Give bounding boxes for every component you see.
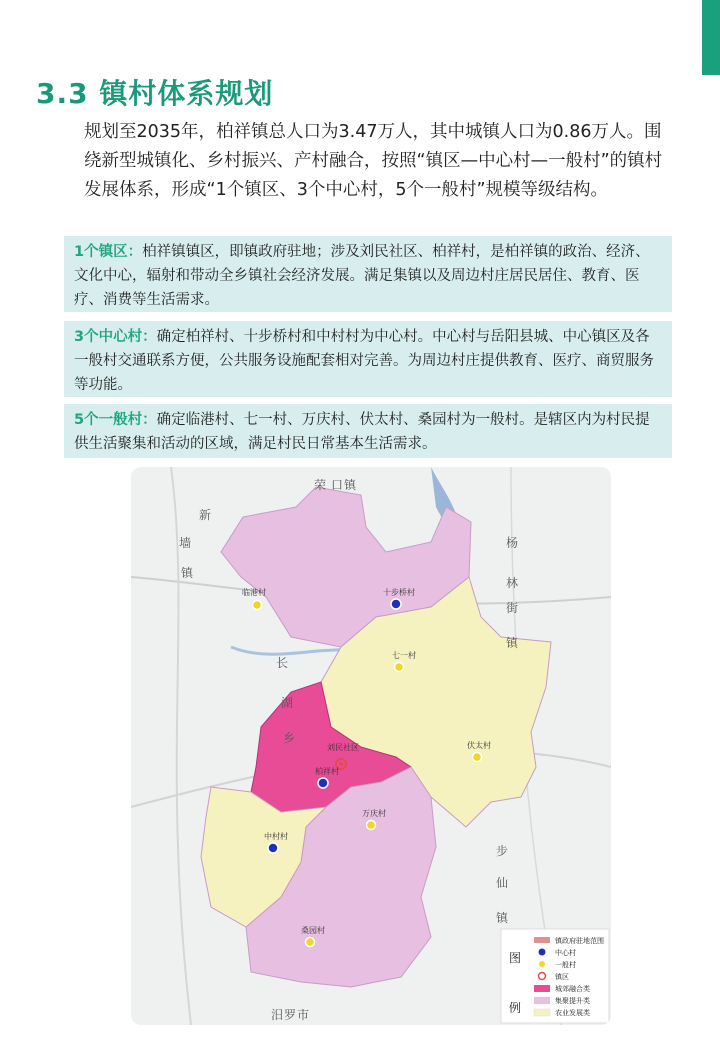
legend-label: 城郊融合类 <box>555 985 590 993</box>
box-lead: 1个镇区： <box>74 244 143 260</box>
central-village-marker <box>318 778 328 788</box>
legend-swatch <box>534 985 550 992</box>
place-label: 镇 <box>344 478 357 492</box>
place-label: 荣 <box>314 478 327 492</box>
legend-label: 镇区 <box>555 973 569 981</box>
legend-title-top: 图 <box>509 951 522 965</box>
place-label: 墙 <box>179 536 192 550</box>
legend-label: 中心村 <box>555 949 576 957</box>
village-label: 中村村 <box>264 832 288 841</box>
general-village-marker <box>367 821 376 830</box>
village-label: 万庆村 <box>362 809 386 818</box>
legend-swatch <box>534 1009 550 1016</box>
general-village-marker <box>306 938 315 947</box>
place-label: 镇 <box>496 911 509 925</box>
intro-paragraph: 规划至2035年，柏祥镇总人口为3.47万人，其中城镇人口为0.86万人。围绕新型城镇化、乡村振兴、产村融合，按照“镇区—中心村—一般村”的镇村发展体系，形成“1个镇区、3个中心村，5个一般村”规模等级结构。 <box>84 122 663 200</box>
place-label: 杨 <box>506 536 519 550</box>
village-label: 柏祥村 <box>315 767 339 776</box>
header-accent-bar <box>702 0 720 75</box>
legend-label: 集聚提升类 <box>555 997 590 1005</box>
general-village-marker <box>473 753 482 762</box>
town-label: 刘民社区 <box>327 743 359 752</box>
box-lead: 5个一般村： <box>74 412 157 428</box>
place-label: 罗 <box>284 1008 297 1022</box>
general-village-marker <box>253 601 262 610</box>
place-label: 镇 <box>506 636 519 650</box>
box-body: 柏祥镇镇区，即镇政府驻地；涉及刘民社区、柏祥村，是柏祥镇的政治、经济、文化中心，辐射和带动全乡镇社会经济发展。满足集镇以及周边村庄居民居住、教育、医疗、消费等生活需求。 <box>74 244 650 308</box>
legend-title-bottom: 例 <box>509 1001 522 1015</box>
legend-swatch <box>539 961 545 967</box>
central-village-marker <box>391 599 401 609</box>
central-village-marker <box>268 843 278 853</box>
place-label: 镇 <box>181 566 194 580</box>
box-body: 确定柏祥村、十步桥村和中村村为中心村。中心村与岳阳县城、中心镇区及各一般村交通联系方便，公共服务设施配套相对完善。为周边村庄提供教育、医疗、商贸服务等功能。 <box>74 329 654 393</box>
legend-label: 一般村 <box>555 961 576 969</box>
place-label: 仙 <box>496 876 509 890</box>
place-label: 湖 <box>281 696 294 710</box>
village-label: 十步桥村 <box>383 588 415 597</box>
place-label: 市 <box>297 1008 310 1022</box>
place-label: 口 <box>331 478 344 492</box>
place-label: 街 <box>506 601 519 615</box>
map-svg <box>131 467 611 1025</box>
legend-label: 农业发展类 <box>555 1009 590 1017</box>
place-label: 步 <box>496 844 509 858</box>
place-label: 新 <box>199 508 212 522</box>
legend-swatch <box>534 997 550 1004</box>
town-center-dot <box>339 762 343 766</box>
map-legend <box>501 929 609 1023</box>
box-body: 确定临港村、七一村、万庆村、伏太村、桑园村为一般村。是辖区内为村民提供生活聚集和活动的区域，满足村民日常基本生活需求。 <box>74 412 650 452</box>
background-road <box>171 467 191 1025</box>
central-village-box <box>64 321 672 397</box>
legend-swatch <box>539 949 546 956</box>
general-village-box <box>64 404 672 458</box>
village-label: 临港村 <box>242 588 266 597</box>
village-system-map <box>131 467 611 1025</box>
place-label: 汨 <box>271 1008 284 1022</box>
village-label: 桑园村 <box>301 926 325 935</box>
place-label: 乡 <box>283 731 296 745</box>
village-label: 伏太村 <box>467 741 491 750</box>
town-district-box <box>64 236 672 312</box>
place-label: 长 <box>276 656 289 670</box>
place-label: 林 <box>506 576 519 590</box>
legend-label: 镇政府驻地范围 <box>555 937 604 945</box>
box-lead: 3个中心村： <box>74 329 157 345</box>
general-village-marker <box>395 663 404 672</box>
village-label: 七一村 <box>392 651 416 660</box>
section-title: 3.3 镇村体系规划 <box>36 77 274 110</box>
legend-swatch <box>534 937 550 943</box>
